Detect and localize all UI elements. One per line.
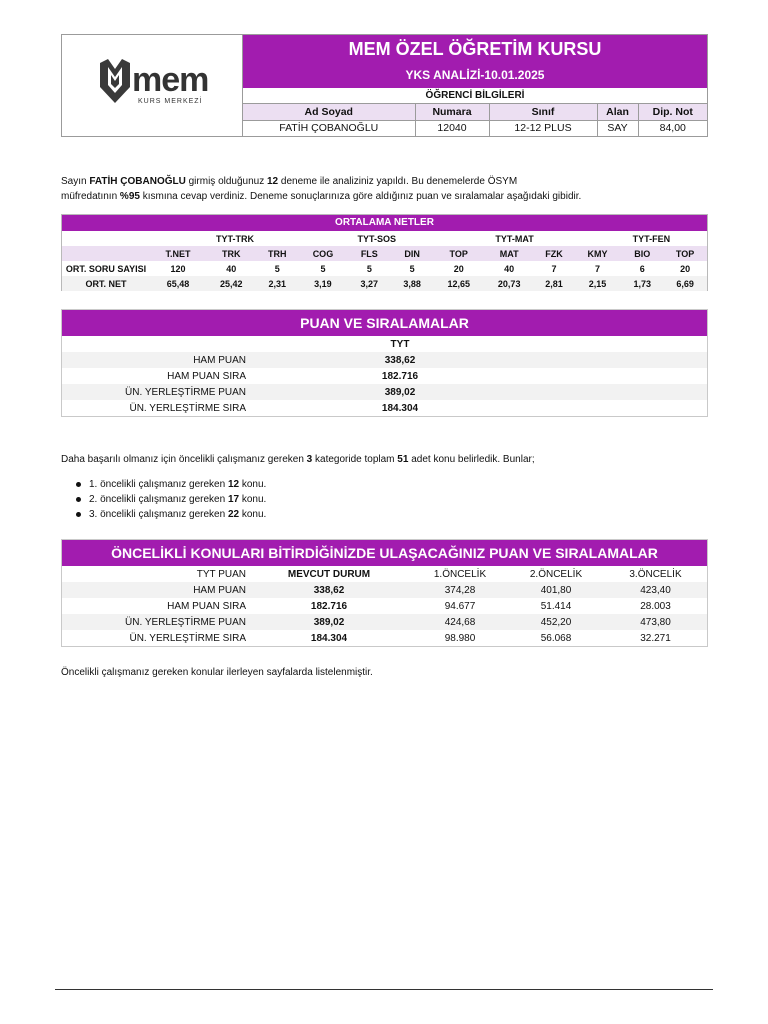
footer-note: Öncelikli çalışmanız gereken konular ilerleyen sayfalarda listelenmiştir. bbox=[61, 667, 373, 678]
column-header: Ad Soyad bbox=[243, 104, 415, 120]
score-label: ÜN. YERLEŞTİRME PUAN bbox=[125, 386, 246, 398]
net-value: 40 bbox=[504, 263, 515, 274]
column-header: FZK bbox=[545, 248, 563, 259]
topic-total: 51 bbox=[397, 454, 409, 465]
net-value: 6,69 bbox=[676, 278, 694, 289]
text: adet konu belirledik. Bunlar; bbox=[408, 454, 535, 465]
group-header: TYT-MAT bbox=[495, 233, 534, 244]
priority-value: 401,80 bbox=[540, 584, 572, 596]
score-label: HAM PUAN bbox=[193, 354, 246, 366]
logo-subtitle: KURS MERKEZİ bbox=[138, 98, 203, 105]
current-value: 389,02 bbox=[313, 616, 345, 628]
page-title: MEM ÖZEL ÖĞRETİM KURSU bbox=[348, 39, 602, 59]
text: müfredatının bbox=[61, 191, 120, 202]
net-value: 2,81 bbox=[545, 278, 563, 289]
average-nets-section bbox=[61, 214, 708, 291]
text: konu. bbox=[239, 479, 267, 490]
bullet-icon bbox=[76, 482, 81, 487]
column-header: 3.ÖNCELİK bbox=[629, 568, 682, 580]
projection-section bbox=[61, 539, 708, 647]
column-header: DIN bbox=[404, 248, 420, 259]
text: Daha başarılı olmanız için öncelikli çalışmanız gereken bbox=[61, 454, 307, 465]
nets-column-row bbox=[62, 246, 707, 261]
column-header: TYT bbox=[390, 338, 410, 350]
projection-header-row bbox=[62, 566, 707, 582]
group-header: TYT-TRK bbox=[215, 233, 254, 244]
student-info-row bbox=[243, 120, 707, 136]
logo bbox=[62, 35, 243, 136]
text: konu. bbox=[239, 509, 267, 520]
text: 3. öncelikli çalışmanız gereken bbox=[89, 509, 228, 520]
page-subtitle: YKS ANALİZİ-10.01.2025 bbox=[405, 68, 545, 82]
exam-count: 12 bbox=[267, 176, 279, 187]
column-header: TRK bbox=[222, 248, 241, 259]
list-item bbox=[76, 477, 266, 492]
category-count: 3 bbox=[306, 454, 313, 465]
column-header: COG bbox=[312, 248, 334, 259]
priority-value: 473,80 bbox=[640, 616, 671, 628]
net-value: 12,65 bbox=[447, 278, 470, 289]
column-header: MEVCUT DURUM bbox=[287, 568, 371, 580]
nets-data-row bbox=[62, 276, 707, 291]
title-bar bbox=[243, 35, 707, 88]
column-header: MAT bbox=[499, 248, 519, 259]
topic-count: 22 bbox=[227, 509, 240, 520]
projection-table bbox=[62, 566, 707, 646]
score-row bbox=[62, 400, 707, 416]
priority-value: 374,28 bbox=[444, 584, 476, 596]
student-name-inline: FATİH ÇOBANOĞLU bbox=[89, 176, 186, 187]
list-item bbox=[76, 492, 266, 507]
row-label: HAM PUAN SIRA bbox=[167, 600, 246, 612]
column-header: TOP bbox=[449, 248, 468, 259]
priority-list bbox=[76, 477, 266, 522]
column-header: Alan bbox=[597, 104, 638, 120]
net-value: 7 bbox=[595, 263, 601, 274]
current-value: 184.304 bbox=[310, 632, 348, 644]
net-value: 5 bbox=[274, 263, 280, 274]
row-label: ÜN. YERLEŞTİRME SIRA bbox=[129, 632, 246, 644]
curriculum-percent: %95 bbox=[119, 191, 140, 202]
net-value: 7 bbox=[551, 263, 557, 274]
net-value: 5 bbox=[366, 263, 372, 274]
projection-row bbox=[62, 630, 707, 646]
projection-row bbox=[62, 614, 707, 630]
topic-count: 12 bbox=[227, 479, 240, 490]
bottom-divider bbox=[55, 989, 713, 990]
text: kısmına cevap verdiniz. Deneme sonuçlarınıza göre aldığınız puan ve sıralamalar aşağıdaki gibidir. bbox=[139, 191, 582, 202]
student-name: FATİH ÇOBANOĞLU bbox=[243, 120, 415, 136]
net-value: 65,48 bbox=[166, 278, 190, 289]
text: kategoride toplam bbox=[312, 454, 398, 465]
priority-value: 32.271 bbox=[640, 632, 671, 644]
score-value: 182.716 bbox=[381, 370, 419, 382]
net-value: 25,42 bbox=[220, 278, 243, 289]
net-value: 120 bbox=[170, 263, 186, 274]
group-header: TYT-SOS bbox=[357, 233, 396, 244]
net-value: 20,73 bbox=[497, 278, 521, 289]
column-header: TYT PUAN bbox=[196, 568, 246, 580]
report-header bbox=[61, 34, 708, 137]
priority-intro bbox=[61, 452, 535, 467]
priority-value: 452,20 bbox=[540, 616, 572, 628]
bullet-icon bbox=[76, 512, 81, 517]
net-value: 2,15 bbox=[588, 278, 607, 289]
topic-count: 17 bbox=[227, 494, 240, 505]
score-row bbox=[62, 384, 707, 400]
projection-row bbox=[62, 582, 707, 598]
text: girmiş olduğunuz bbox=[185, 176, 267, 187]
column-header: BIO bbox=[634, 248, 651, 259]
score-row bbox=[62, 368, 707, 384]
nets-group-row bbox=[62, 231, 707, 246]
column-header: Dip. Not bbox=[638, 104, 707, 120]
net-value: 20 bbox=[453, 263, 464, 274]
column-header: Sınıf bbox=[489, 104, 597, 120]
column-header: FLS bbox=[360, 248, 378, 259]
text: 1. öncelikli çalışmanız gereken bbox=[89, 479, 228, 490]
scores-title: PUAN VE SIRALAMALAR bbox=[62, 310, 707, 336]
scores-header-row bbox=[62, 336, 707, 352]
scores-section bbox=[61, 309, 708, 417]
column-header: T.NET bbox=[165, 248, 191, 259]
student-info-table bbox=[243, 104, 707, 136]
student-field: SAY bbox=[597, 120, 638, 136]
priority-value: 51.414 bbox=[540, 600, 572, 612]
net-value: 3,88 bbox=[403, 278, 421, 289]
column-header: TRH bbox=[267, 248, 287, 259]
score-label: ÜN. YERLEŞTİRME SIRA bbox=[129, 402, 246, 414]
row-label: ÜN. YERLEŞTİRME PUAN bbox=[125, 616, 246, 628]
current-value: 338,62 bbox=[313, 584, 345, 596]
projection-title: ÖNCELİKLİ KONULARI BİTİRDİĞİNİZDE ULAŞACAĞINIZ PUAN VE SIRALAMALAR bbox=[62, 540, 707, 566]
average-nets-table bbox=[62, 231, 707, 291]
current-value: 182.716 bbox=[310, 600, 348, 612]
row-label: ORT. SORU SAYISI bbox=[65, 263, 147, 274]
text: deneme ile analiziniz yapıldı. Bu denemelerde ÖSYM bbox=[278, 176, 518, 187]
logo-mark-icon bbox=[98, 57, 132, 105]
text: 2. öncelikli çalışmanız gereken bbox=[89, 494, 228, 505]
nets-data-row bbox=[62, 261, 707, 276]
priority-value: 94.677 bbox=[444, 600, 476, 612]
net-value: 6 bbox=[639, 263, 645, 274]
student-number: 12040 bbox=[415, 120, 489, 136]
column-header: KMY bbox=[587, 248, 608, 259]
priority-value: 28.003 bbox=[640, 600, 671, 612]
row-label: HAM PUAN bbox=[193, 584, 246, 596]
net-value: 2,31 bbox=[268, 278, 286, 289]
column-header: Numara bbox=[415, 104, 489, 120]
column-header: 2.ÖNCELİK bbox=[529, 568, 583, 580]
text: Sayın bbox=[61, 176, 90, 187]
list-item bbox=[76, 507, 266, 522]
student-info-title: ÖĞRENCİ BİLGİLERİ bbox=[243, 88, 707, 104]
net-value: 1,73 bbox=[633, 278, 652, 289]
priority-value: 424,68 bbox=[444, 616, 476, 628]
intro-paragraph bbox=[61, 174, 581, 204]
priority-value: 98.980 bbox=[444, 632, 476, 644]
student-diploma-grade: 84,00 bbox=[659, 122, 686, 135]
priority-value: 56.068 bbox=[540, 632, 572, 644]
net-value: 5 bbox=[320, 263, 326, 274]
net-value: 3,19 bbox=[314, 278, 332, 289]
scores-table bbox=[62, 336, 707, 416]
score-value: 389,02 bbox=[384, 386, 416, 398]
net-value: 20 bbox=[680, 263, 691, 274]
score-label: HAM PUAN SIRA bbox=[167, 370, 246, 382]
bullet-icon bbox=[76, 497, 81, 502]
projection-row bbox=[62, 598, 707, 614]
student-info-header-row bbox=[243, 104, 707, 120]
column-header: 1.ÖNCELİK bbox=[433, 568, 487, 580]
priority-value: 423,40 bbox=[640, 584, 671, 596]
student-class: 12-12 PLUS bbox=[489, 120, 597, 136]
column-header: TOP bbox=[675, 248, 695, 259]
text: konu. bbox=[239, 494, 267, 505]
group-header: TYT-FEN bbox=[632, 233, 671, 244]
logo-word: mem bbox=[132, 61, 209, 99]
net-value: 5 bbox=[409, 263, 415, 274]
score-value: 338,62 bbox=[384, 354, 416, 366]
net-value: 3,27 bbox=[360, 278, 379, 289]
net-value: 40 bbox=[226, 263, 237, 274]
score-value: 184.304 bbox=[381, 402, 419, 414]
score-row bbox=[62, 352, 707, 368]
row-label: ORT. NET bbox=[85, 278, 127, 289]
average-nets-title: ORTALAMA NETLER bbox=[62, 215, 707, 231]
